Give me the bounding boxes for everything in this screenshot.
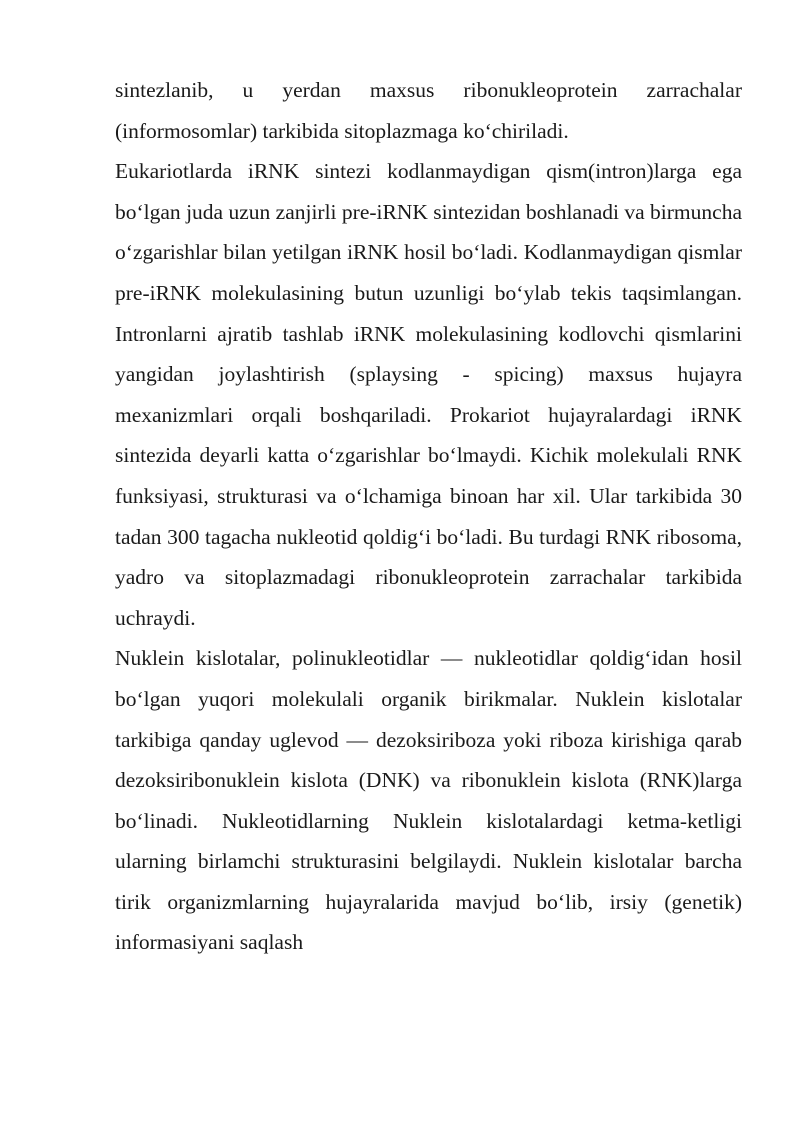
paragraph-1: sintezlanib, u yerdan maxsus ribonukleoprotein zarrachalar (informosomlar) tarkibida sitoplazmaga ko‘chiriladi.	[115, 78, 742, 143]
paragraph-2: Eukariotlarda iRNK sintezi kodlanmaydigan qism(intron)larga ega bo‘lgan juda uzun zanjirli pre-iRNK sintezidan boshlanadi va birmuncha o‘zgarishlar bilan yetilgan iRNK hosil bo‘ladi. Kodlanmaydigan qismlar pre-iRNK molekulasining butun uzunligi bo‘ylab tekis taqsimlangan. Intronlarni ajratib tashlab iRNK molekulasining kodlovchi qismlarini yangidan joylashtirish (splaysing - spicing) maxsus hujayra mexanizmlari orqali boshqariladi. Prokariot hujayralardagi iRNK sintezida deyarli katta o‘zgarishlar bo‘lmaydi. Kichik molekulali RNK funksiyasi, strukturasi va o‘lchamiga binoan har xil. Ular tarkibida 30 tadan 300 tagacha nukleotid qoldig‘i bo‘ladi. Bu turdagi RNK ribosoma, yadro va sitoplazmadagi ribonukleoprotein zarrachalar tarkibida uchraydi.	[115, 159, 742, 630]
paragraph-3: Nuklein kislotalar, polinukleotidlar — nukleotidlar qoldig‘idan hosil bo‘lgan yuqori molekulali organik birikmalar. Nuklein kislotalar tarkibiga qanday uglevod — dezoksiriboza yoki riboza kirishiga qarab dezoksiribonuklein kislota (DNK) va ribonuklein kislota (RNK)larga bo‘linadi. Nukleotidlarning Nuklein kislotalardagi ketma-ketligi ularning birlamchi strukturasini belgilaydi. Nuklein kislotalar barcha tirik organizmlarning hujayralarida mavjud bo‘lib, irsiy (genetik) informasiyani saqlash	[115, 646, 742, 955]
document-page	[115, 70, 742, 963]
